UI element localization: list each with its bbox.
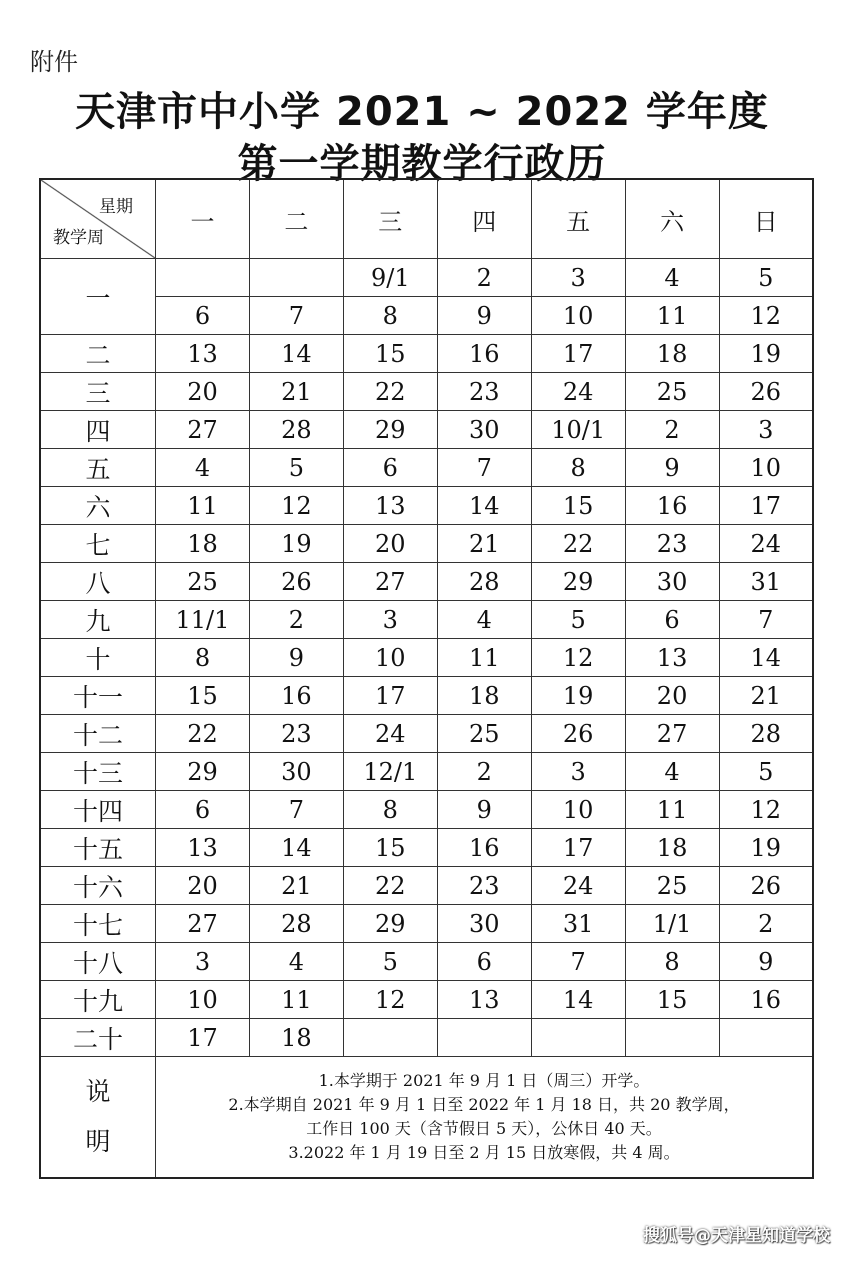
date-cell: 30 <box>437 411 531 449</box>
note-line: 1.本学期于 2021 年 9 月 1 日（周三）开学。 <box>318 1071 650 1090</box>
date-cell: 27 <box>625 715 719 753</box>
date-cell: 11 <box>156 487 250 525</box>
date-cell: 7 <box>719 601 813 639</box>
day-header-mon: 一 <box>156 179 250 259</box>
date-cell: 19 <box>719 335 813 373</box>
date-cell: 25 <box>625 373 719 411</box>
date-cell: 9/1 <box>343 259 437 297</box>
date-cell: 10 <box>343 639 437 677</box>
date-cell: 31 <box>719 563 813 601</box>
date-cell: 11 <box>437 639 531 677</box>
week-label: 五 <box>40 449 156 487</box>
date-cell: 11 <box>625 297 719 335</box>
week-row <box>40 715 813 753</box>
week-label: 十 <box>40 639 156 677</box>
date-cell: 9 <box>719 943 813 981</box>
week-row <box>40 411 813 449</box>
date-cell: 4 <box>625 259 719 297</box>
date-cell: 7 <box>437 449 531 487</box>
notes-label-line-2: 明 <box>85 1127 111 1156</box>
day-header-sat: 六 <box>625 179 719 259</box>
date-cell: 3 <box>156 943 250 981</box>
date-cell: 28 <box>719 715 813 753</box>
week-row <box>40 297 813 335</box>
date-cell: 29 <box>156 753 250 791</box>
date-cell: 24 <box>531 867 625 905</box>
date-cell: 29 <box>531 563 625 601</box>
date-cell: 5 <box>531 601 625 639</box>
week-label: 十七 <box>40 905 156 943</box>
date-cell: 11 <box>625 791 719 829</box>
date-cell: 5 <box>249 449 343 487</box>
date-cell: 6 <box>343 449 437 487</box>
date-cell: 2 <box>719 905 813 943</box>
date-cell: 3 <box>531 259 625 297</box>
date-cell: 20 <box>156 867 250 905</box>
week-row <box>40 1019 813 1057</box>
date-cell: 22 <box>343 867 437 905</box>
date-cell: 5 <box>719 259 813 297</box>
date-cell <box>531 1019 625 1057</box>
date-cell: 9 <box>437 791 531 829</box>
week-row <box>40 905 813 943</box>
attachment-label: 附件 <box>30 48 78 76</box>
date-cell <box>625 1019 719 1057</box>
date-cell: 11/1 <box>156 601 250 639</box>
notes-label-line-1: 说 <box>85 1077 111 1106</box>
date-cell: 15 <box>343 335 437 373</box>
date-cell: 13 <box>343 487 437 525</box>
date-cell: 4 <box>437 601 531 639</box>
week-row <box>40 791 813 829</box>
corner-header-cell <box>40 179 156 259</box>
date-cell: 28 <box>249 411 343 449</box>
date-cell: 21 <box>719 677 813 715</box>
date-cell: 18 <box>249 1019 343 1057</box>
date-cell: 26 <box>531 715 625 753</box>
corner-weekday-label: 星期 <box>99 197 133 217</box>
date-cell: 22 <box>531 525 625 563</box>
week-label: 二十 <box>40 1019 156 1057</box>
date-cell: 18 <box>625 335 719 373</box>
week-label: 一 <box>40 259 156 335</box>
date-cell: 16 <box>719 981 813 1019</box>
date-cell: 27 <box>343 563 437 601</box>
date-cell <box>249 259 343 297</box>
date-cell: 31 <box>531 905 625 943</box>
date-cell: 4 <box>625 753 719 791</box>
date-cell: 26 <box>719 373 813 411</box>
date-cell: 7 <box>531 943 625 981</box>
week-label: 七 <box>40 525 156 563</box>
date-cell: 12 <box>719 791 813 829</box>
date-cell: 25 <box>437 715 531 753</box>
date-cell: 17 <box>531 829 625 867</box>
date-cell: 13 <box>156 829 250 867</box>
date-cell: 8 <box>531 449 625 487</box>
date-cell: 20 <box>625 677 719 715</box>
date-cell: 16 <box>437 829 531 867</box>
date-cell <box>343 1019 437 1057</box>
day-header-fri: 五 <box>531 179 625 259</box>
date-cell: 3 <box>531 753 625 791</box>
note-line: 工作日 100 天（含节假日 5 天），公休日 40 天。 <box>306 1119 662 1138</box>
date-cell: 9 <box>437 297 531 335</box>
week-row <box>40 981 813 1019</box>
date-cell: 17 <box>531 335 625 373</box>
date-cell: 19 <box>719 829 813 867</box>
week-label: 十三 <box>40 753 156 791</box>
date-cell: 21 <box>249 867 343 905</box>
week-label: 九 <box>40 601 156 639</box>
date-cell: 30 <box>437 905 531 943</box>
date-cell: 3 <box>343 601 437 639</box>
date-cell: 16 <box>249 677 343 715</box>
week-label: 十六 <box>40 867 156 905</box>
date-cell: 14 <box>531 981 625 1019</box>
date-cell: 3 <box>719 411 813 449</box>
date-cell: 2 <box>249 601 343 639</box>
date-cell: 9 <box>625 449 719 487</box>
week-label: 十二 <box>40 715 156 753</box>
week-row <box>40 639 813 677</box>
date-cell: 17 <box>343 677 437 715</box>
date-cell: 11 <box>249 981 343 1019</box>
date-cell: 26 <box>719 867 813 905</box>
date-cell: 6 <box>156 791 250 829</box>
day-header-wed: 三 <box>343 179 437 259</box>
date-cell: 5 <box>343 943 437 981</box>
date-cell: 23 <box>437 867 531 905</box>
calendar-table <box>39 178 814 1179</box>
week-row <box>40 677 813 715</box>
date-cell: 10 <box>531 791 625 829</box>
week-label: 十四 <box>40 791 156 829</box>
date-cell: 1/1 <box>625 905 719 943</box>
date-cell: 22 <box>343 373 437 411</box>
week-label: 二 <box>40 335 156 373</box>
date-cell: 12 <box>343 981 437 1019</box>
date-cell: 20 <box>156 373 250 411</box>
week-label: 十八 <box>40 943 156 981</box>
watermark: 搜狐号@天津星知道学校 <box>643 1226 830 1246</box>
date-cell: 16 <box>625 487 719 525</box>
date-cell: 28 <box>249 905 343 943</box>
week-label: 十五 <box>40 829 156 867</box>
notes-label <box>40 1057 156 1179</box>
date-cell: 6 <box>437 943 531 981</box>
date-cell: 12 <box>719 297 813 335</box>
calendar-body <box>40 259 813 1057</box>
week-row <box>40 259 813 297</box>
date-cell: 19 <box>249 525 343 563</box>
date-cell: 27 <box>156 905 250 943</box>
date-cell: 4 <box>156 449 250 487</box>
date-cell: 30 <box>249 753 343 791</box>
week-row <box>40 829 813 867</box>
week-row <box>40 335 813 373</box>
date-cell: 14 <box>249 335 343 373</box>
week-row <box>40 753 813 791</box>
date-cell: 10 <box>531 297 625 335</box>
date-cell: 21 <box>437 525 531 563</box>
date-cell: 10/1 <box>531 411 625 449</box>
week-row <box>40 943 813 981</box>
date-cell: 28 <box>437 563 531 601</box>
date-cell: 2 <box>437 753 531 791</box>
date-cell: 25 <box>625 867 719 905</box>
week-label: 八 <box>40 563 156 601</box>
date-cell: 24 <box>719 525 813 563</box>
date-cell: 25 <box>156 563 250 601</box>
day-header-tue: 二 <box>249 179 343 259</box>
date-cell: 26 <box>249 563 343 601</box>
date-cell: 18 <box>625 829 719 867</box>
date-cell: 18 <box>156 525 250 563</box>
header-row <box>40 179 813 259</box>
date-cell: 23 <box>625 525 719 563</box>
note-line: 2.本学期自 2021 年 9 月 1 日至 2022 年 1 月 18 日，共 20 教学周， <box>228 1095 740 1114</box>
week-row <box>40 601 813 639</box>
date-cell: 16 <box>437 335 531 373</box>
date-cell: 12 <box>249 487 343 525</box>
date-cell: 29 <box>343 411 437 449</box>
date-cell: 8 <box>343 297 437 335</box>
week-label: 十九 <box>40 981 156 1019</box>
date-cell: 24 <box>343 715 437 753</box>
date-cell: 5 <box>719 753 813 791</box>
notes-content <box>156 1057 814 1179</box>
date-cell: 6 <box>625 601 719 639</box>
notes-row <box>40 1057 813 1179</box>
date-cell: 15 <box>625 981 719 1019</box>
date-cell: 22 <box>156 715 250 753</box>
note-line: 3.2022 年 1 月 19 日至 2 月 15 日放寒假，共 4 周。 <box>288 1143 680 1162</box>
date-cell: 10 <box>719 449 813 487</box>
date-cell: 10 <box>156 981 250 1019</box>
date-cell: 29 <box>343 905 437 943</box>
date-cell: 15 <box>531 487 625 525</box>
week-label: 三 <box>40 373 156 411</box>
date-cell: 8 <box>156 639 250 677</box>
date-cell: 18 <box>437 677 531 715</box>
date-cell <box>719 1019 813 1057</box>
date-cell: 12/1 <box>343 753 437 791</box>
date-cell: 15 <box>156 677 250 715</box>
corner-week-label: 教学周 <box>53 228 104 248</box>
date-cell <box>156 259 250 297</box>
date-cell: 30 <box>625 563 719 601</box>
date-cell: 24 <box>531 373 625 411</box>
date-cell: 7 <box>249 791 343 829</box>
date-cell: 20 <box>343 525 437 563</box>
date-cell: 27 <box>156 411 250 449</box>
day-header-thu: 四 <box>437 179 531 259</box>
date-cell: 4 <box>249 943 343 981</box>
week-row <box>40 563 813 601</box>
week-row <box>40 867 813 905</box>
date-cell: 21 <box>249 373 343 411</box>
date-cell: 14 <box>719 639 813 677</box>
date-cell: 2 <box>437 259 531 297</box>
week-label: 十一 <box>40 677 156 715</box>
date-cell: 6 <box>156 297 250 335</box>
date-cell: 7 <box>249 297 343 335</box>
date-cell <box>437 1019 531 1057</box>
week-row <box>40 449 813 487</box>
title-line-1: 天津市中小学 2021 ~ 2022 学年度 <box>75 89 769 135</box>
date-cell: 23 <box>437 373 531 411</box>
date-cell: 13 <box>437 981 531 1019</box>
date-cell: 19 <box>531 677 625 715</box>
date-cell: 15 <box>343 829 437 867</box>
date-cell: 14 <box>249 829 343 867</box>
date-cell: 2 <box>625 411 719 449</box>
date-cell: 13 <box>156 335 250 373</box>
week-row <box>40 373 813 411</box>
date-cell: 14 <box>437 487 531 525</box>
date-cell: 9 <box>249 639 343 677</box>
date-cell: 17 <box>156 1019 250 1057</box>
week-label: 六 <box>40 487 156 525</box>
date-cell: 8 <box>343 791 437 829</box>
date-cell: 8 <box>625 943 719 981</box>
day-header-sun: 日 <box>719 179 813 259</box>
date-cell: 17 <box>719 487 813 525</box>
week-row <box>40 525 813 563</box>
date-cell: 13 <box>625 639 719 677</box>
title-line-2: 第一学期教学行政历 <box>237 141 607 187</box>
date-cell: 23 <box>249 715 343 753</box>
week-label: 四 <box>40 411 156 449</box>
week-row <box>40 487 813 525</box>
date-cell: 12 <box>531 639 625 677</box>
